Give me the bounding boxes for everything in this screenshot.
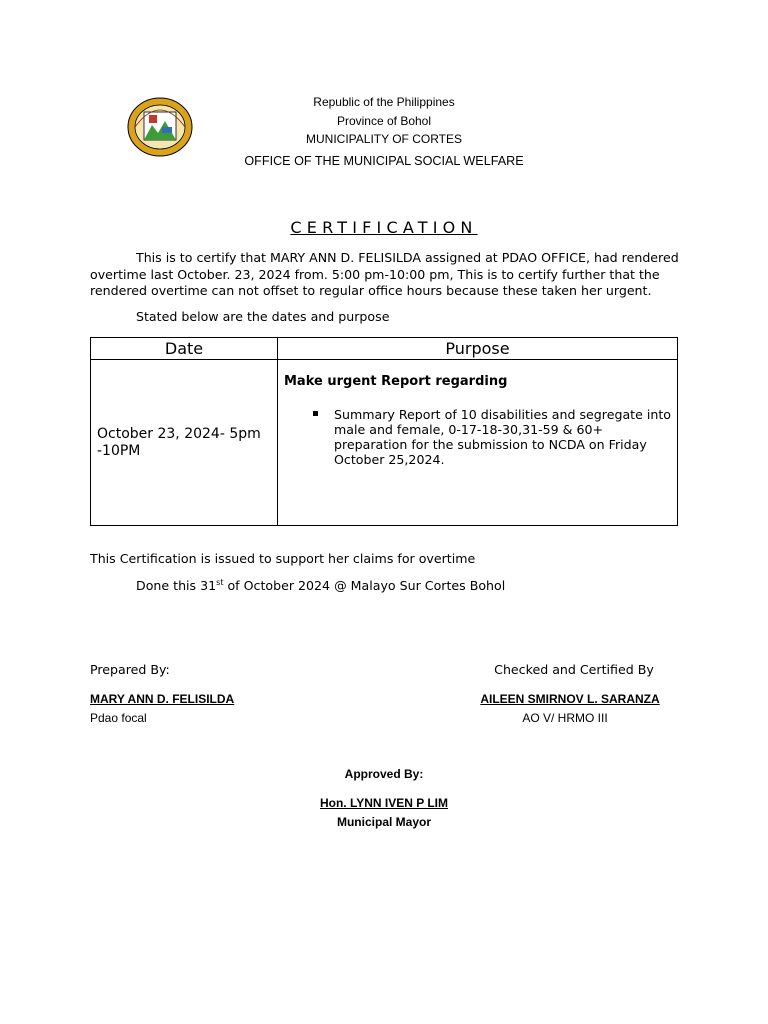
column-header-date: Date [91,338,278,360]
body-paragraph-2 [90,309,690,326]
done-suffix: of October 2024 @ Malayo Sur Cortes Bohol [223,578,506,594]
prepared-by-name: MARY ANN D. FELISILDA [90,692,235,706]
prepared-by-label: Prepared By: [90,662,170,677]
purpose-bullet: Summary Report of 10 disabilities and segregate into male and female, 0-17-18-30,31-59 & 60+ preparation for the submission to NCDA on Friday October 25,2024. [334,407,671,467]
approved-by-label: Approved By: [344,767,424,781]
certification-statement: This is to certify that MARY ANN D. FELISILDA assigned at PDAO OFFICE, had rendered overtime last October. 23, 2024 from. 5:00 pm-10:00 pm, This is to certify further that the rendered overtime can not offset to regular office hours because these taken her urgent. [90,250,679,298]
approved-by-name: Hon. LYNN IVEN P LIM [319,796,448,810]
table-row [91,360,678,526]
purpose-cell [278,360,678,526]
municipal-seal-logo [127,97,193,157]
done-ordinal: st [216,578,224,587]
checked-by-label: Checked and Certified By [494,662,654,677]
done-prefix: Done this 31 [136,578,217,594]
header-province: Province of Bohol [336,114,432,128]
prepared-by-title: Pdao focal [90,711,147,725]
table-header-row [91,338,678,360]
header-republic: Republic of the Philippines [313,95,455,109]
column-header-purpose: Purpose [278,338,678,360]
checked-by-title: AO V/ HRMO III [522,711,608,725]
overtime-table [90,337,678,526]
body-paragraph [90,250,690,300]
header-municipality: MUNICIPALITY OF CORTES [305,132,463,146]
purpose-title: Make urgent Report regarding [284,374,508,389]
closing-statement: This Certification is issued to support her claims for overtime [90,551,476,566]
approved-by-title: Municipal Mayor [336,815,431,829]
purpose-bullet-list [284,407,671,467]
checked-by-name: AILEEN SMIRNOV L. SARANZA [480,692,660,706]
document-title: CERTIFICATION [290,218,478,237]
date-cell: October 23, 2024- 5pm -10PM [91,360,278,526]
table-intro: Stated below are the dates and purpose [136,309,390,324]
done-statement [136,578,505,593]
header-office: OFFICE OF THE MUNICIPAL SOCIAL WELFARE [244,154,524,168]
